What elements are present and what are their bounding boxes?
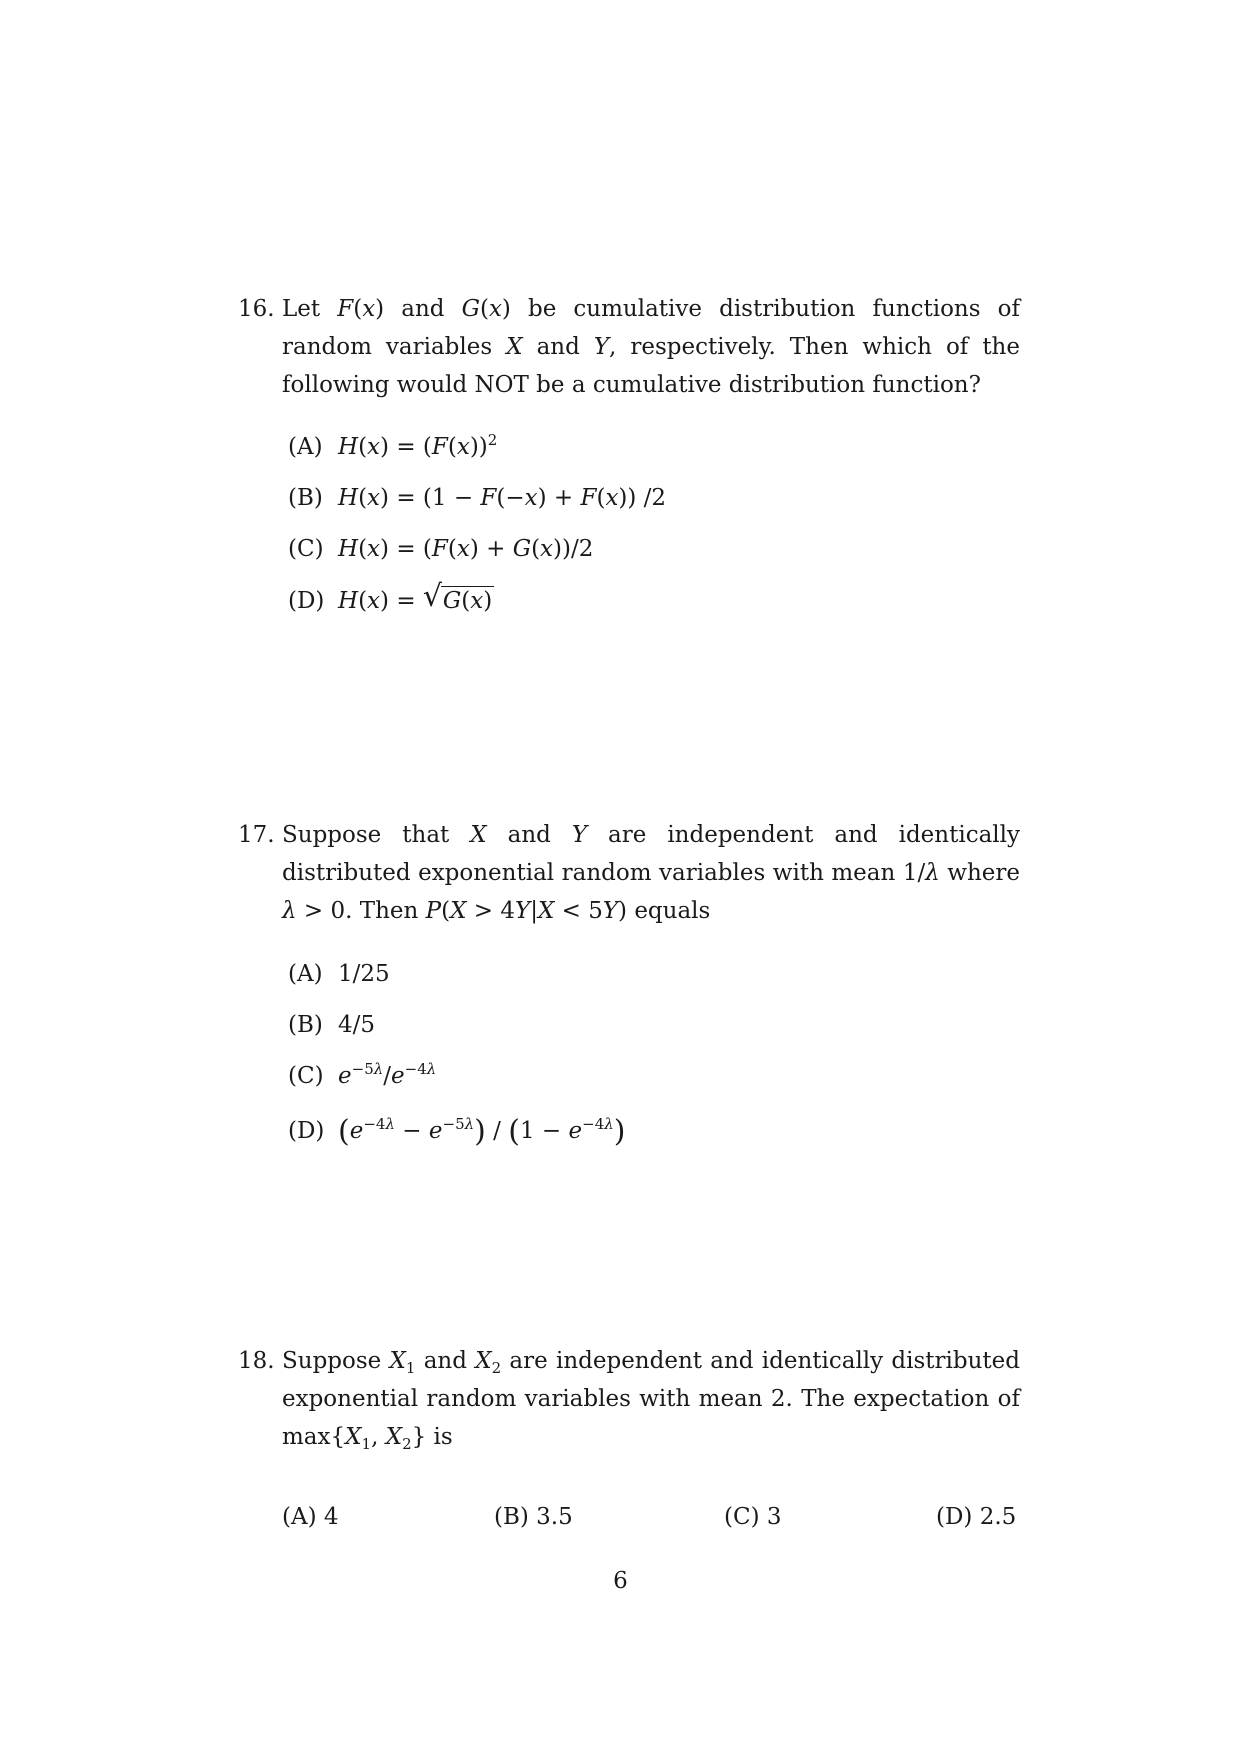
option-label: (D) (288, 588, 325, 614)
page-number: 6 (613, 1568, 628, 1594)
option-d (936, 1504, 1016, 1530)
option-math: H(x) = √ G(x) (338, 579, 493, 614)
option-label: (B) (494, 1504, 529, 1530)
question-number: 17. (238, 822, 275, 848)
option-label: (A) (282, 1504, 317, 1530)
question-17 (238, 816, 1020, 930)
option-d (288, 579, 494, 614)
question-18 (238, 1342, 1020, 1456)
option-a (282, 1504, 339, 1530)
option-math: $H(x) = (F(x))^2$ (338, 431, 498, 460)
option-value: 3 (766, 1504, 782, 1530)
option-value: 2.5 (979, 1504, 1017, 1530)
option-value: 3.5 (536, 1504, 573, 1530)
option-label: (A) (288, 434, 323, 460)
option-label: (C) (724, 1504, 760, 1530)
option-math: 4/5 (338, 1012, 376, 1038)
option-label: (A) (288, 961, 323, 987)
option-label: (D) (288, 1118, 325, 1144)
option-b (288, 1012, 375, 1038)
question-number: 18. (238, 1348, 275, 1374)
option-label: (C) (288, 536, 324, 562)
option-math: $(e^{-4\lambda} - e^{-5\lambda}) / (1 - e^{-4\lambda})$ (338, 1114, 626, 1149)
question-text: Suppose that X and Y are independent and identically distributed exponential random variables with mean 1/λ where λ > 0. Then P(X > 4Y|X < 5Y) equals (282, 822, 1020, 924)
option-math: H(x) = (1 − F(−x) + F(x)) /2 (338, 485, 667, 511)
option-math: $e^{-5\lambda}/e^{-4\lambda}$ (338, 1060, 437, 1089)
option-c (288, 1060, 437, 1089)
option-d (288, 1114, 625, 1149)
option-label: (B) (288, 1012, 323, 1038)
option-b (288, 485, 666, 511)
square-root: √ G(x) (422, 579, 493, 614)
option-a (288, 431, 498, 460)
option-a (288, 961, 390, 987)
option-c (288, 536, 593, 562)
option-value: 4 (323, 1504, 339, 1530)
option-label: (B) (288, 485, 323, 511)
question-text: Suppose $X_1$ and $X_2$ are independent and identically distributed exponential random variables with mean 2. The expectation of $\max\{X_1$, $X_2$} is (282, 1348, 1021, 1453)
question-text: Let F(x) and G(x) be cumulative distribution functions of random variables X and Y, respectively. Then which of the following would NOT be a cumulative distribution function? (282, 296, 1020, 398)
option-label: (D) (936, 1504, 973, 1530)
option-math: 1/25 (338, 961, 390, 987)
option-b (494, 1504, 573, 1530)
option-math: H(x) = (F(x) + G(x))/2 (338, 536, 594, 562)
question-number: 16. (238, 296, 275, 322)
question-16 (238, 290, 1020, 404)
option-label: (C) (288, 1063, 324, 1089)
option-c (724, 1504, 782, 1530)
